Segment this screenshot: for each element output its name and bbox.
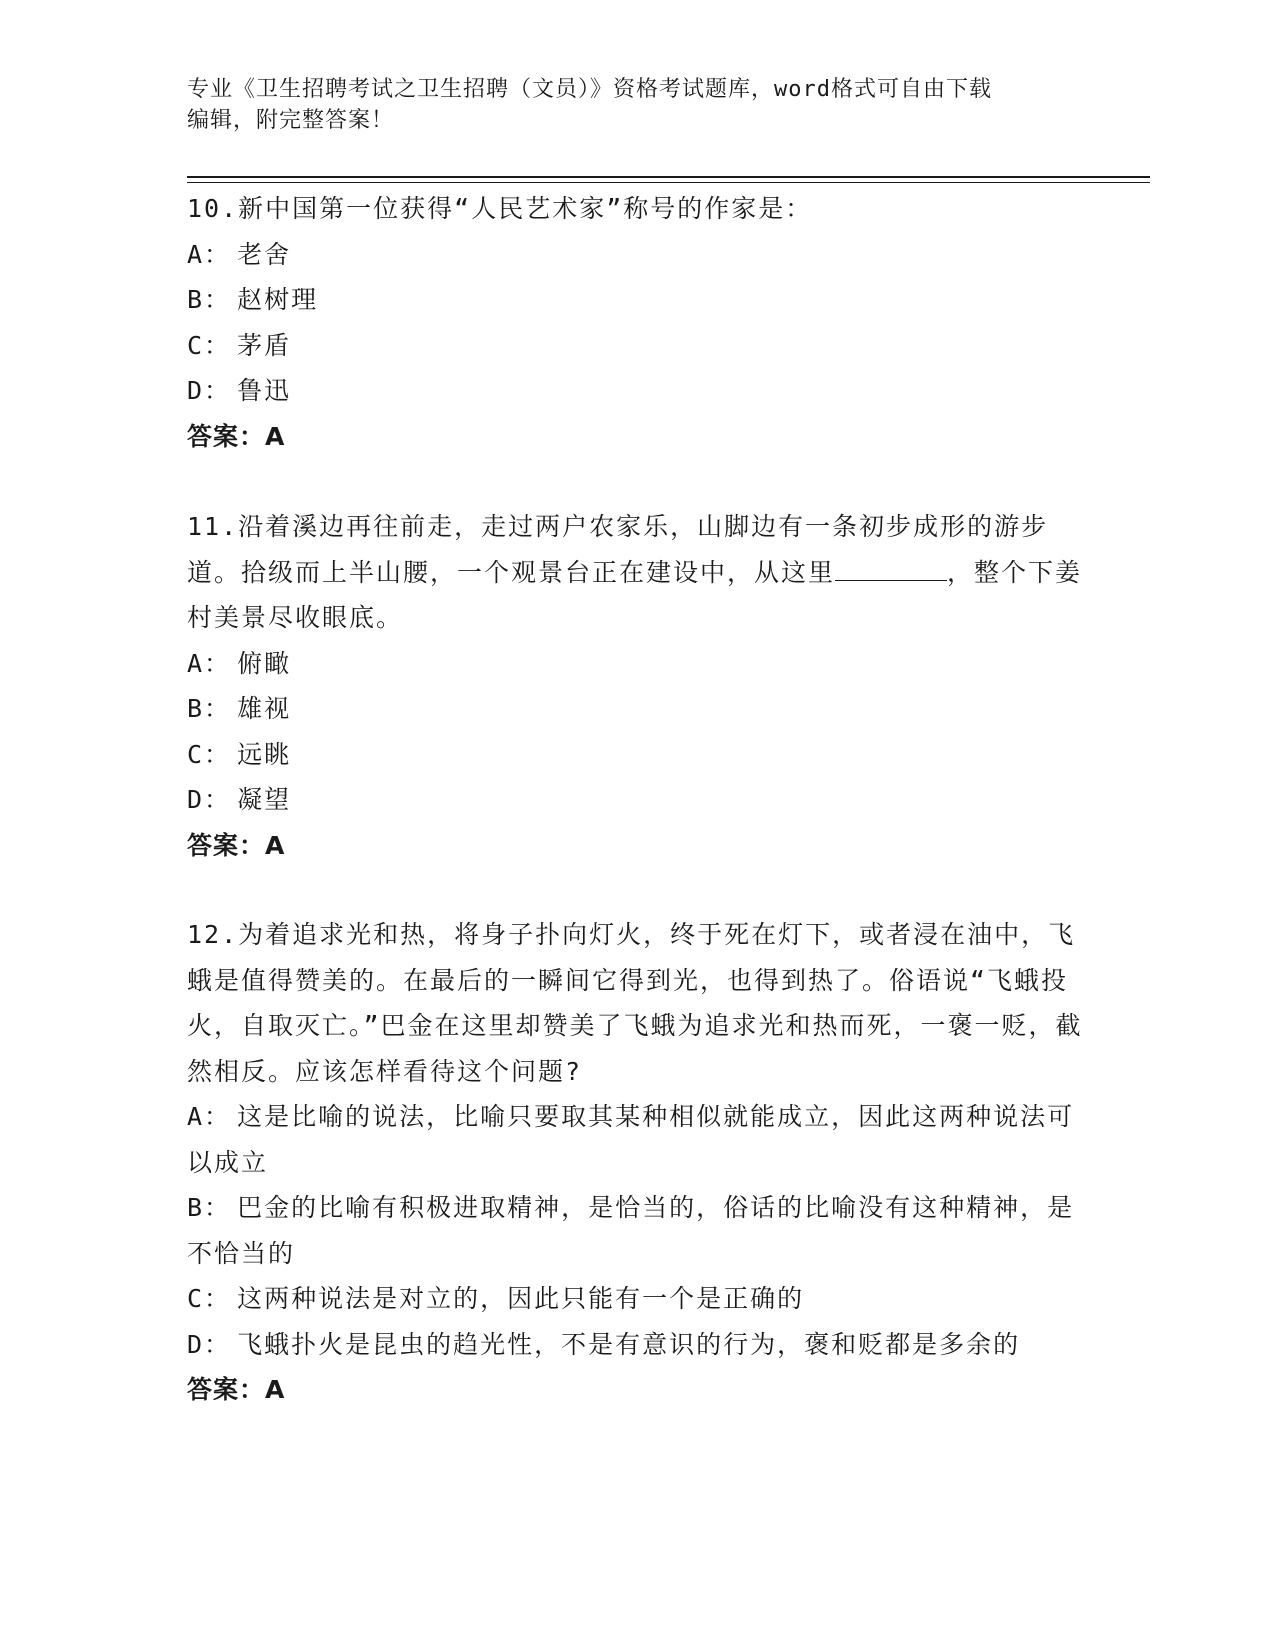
- option-letter: C：: [187, 330, 232, 360]
- option-text: 茅盾: [237, 330, 292, 360]
- option-text: 赵树理: [237, 285, 319, 314]
- question-stem: 12.为着追求光和热，将身子扑向灯火，终于死在灯下，或者浸在油中，飞蛾是值得赞美的。在最后的一瞬间它得到光，也得到热了。俗语说“飞蛾投火，自取灭亡。”巴金在这里却赞美了飞蛾为追求光和热而死，一褒一贬，截然相反。应该怎样看待这个问题?: [187, 920, 1083, 1086]
- option-letter: A：: [187, 1102, 232, 1131]
- header-line-1: 专业《卫生招聘考试之卫生招聘（文员）》资格考试题库，word格式可自由下载: [187, 77, 992, 102]
- answer-label: 答案：A: [187, 421, 286, 451]
- question-11: [187, 504, 1087, 868]
- option-letter: C：: [187, 739, 232, 769]
- header-divider-thick: [187, 176, 1150, 178]
- fill-in-blank: [835, 558, 947, 581]
- option-letter: B：: [187, 1193, 232, 1222]
- option-letter: A：: [187, 648, 232, 678]
- document-header: [187, 74, 1087, 136]
- option-c: [187, 323, 1087, 369]
- option-letter: D：: [187, 376, 232, 405]
- option-text: 远眺: [237, 739, 292, 769]
- option-b: [187, 1185, 1087, 1276]
- question-stem: [187, 504, 1087, 641]
- option-a: [187, 1094, 1087, 1185]
- option-text: 雄视: [237, 694, 292, 723]
- option-c: [187, 1276, 1087, 1322]
- option-d: [187, 777, 1087, 823]
- question-10: [187, 186, 1087, 459]
- option-text: 凝望: [237, 785, 292, 814]
- option-text: 这两种说法是对立的，因此只能有一个是正确的: [237, 1284, 805, 1313]
- answer-label: 答案：A: [187, 830, 286, 860]
- answer-label: 答案：A: [187, 1375, 286, 1404]
- option-d: [187, 368, 1087, 414]
- option-d: [187, 1322, 1087, 1368]
- header-divider-thin: [187, 182, 1150, 183]
- option-letter: B：: [187, 285, 232, 314]
- option-c: [187, 732, 1087, 778]
- option-letter: D：: [187, 785, 232, 814]
- option-text: 俯瞰: [237, 648, 292, 678]
- option-text: 老舍: [237, 239, 292, 269]
- option-text: 这是比喻的说法，比喻只要取其某种相似就能成立，因此这两种说法可以成立: [187, 1102, 1075, 1177]
- option-b: [187, 686, 1087, 732]
- option-text: 飞蛾扑火是昆虫的趋光性，不是有意识的行为，褒和贬都是多余的: [237, 1329, 1021, 1359]
- question-12: [187, 912, 1087, 1413]
- question-stem: 10.新中国第一位获得“人民艺术家”称号的作家是：: [187, 194, 813, 223]
- question-stem-part-2: ，整个下姜村美景尽收眼底。: [187, 557, 1083, 632]
- question-stem-part-1: 11.沿着溪边再往前走，走过两户农家乐，山脚边有一条初步成形的游步道。拾级而上半山腰，一个观景台正在建设中，从这里: [187, 512, 1049, 587]
- option-text: 巴金的比喻有积极进取精神，是恰当的，俗话的比喻没有这种精神，是不恰当的: [187, 1193, 1075, 1268]
- option-a: [187, 232, 1087, 278]
- option-text: 鲁迅: [237, 376, 292, 405]
- option-a: [187, 641, 1087, 687]
- option-letter: B：: [187, 694, 232, 723]
- option-letter: C：: [187, 1284, 232, 1313]
- option-b: [187, 277, 1087, 323]
- option-letter: A：: [187, 239, 232, 269]
- header-line-2: 编辑，附完整答案！: [187, 108, 395, 133]
- option-letter: D：: [187, 1329, 232, 1359]
